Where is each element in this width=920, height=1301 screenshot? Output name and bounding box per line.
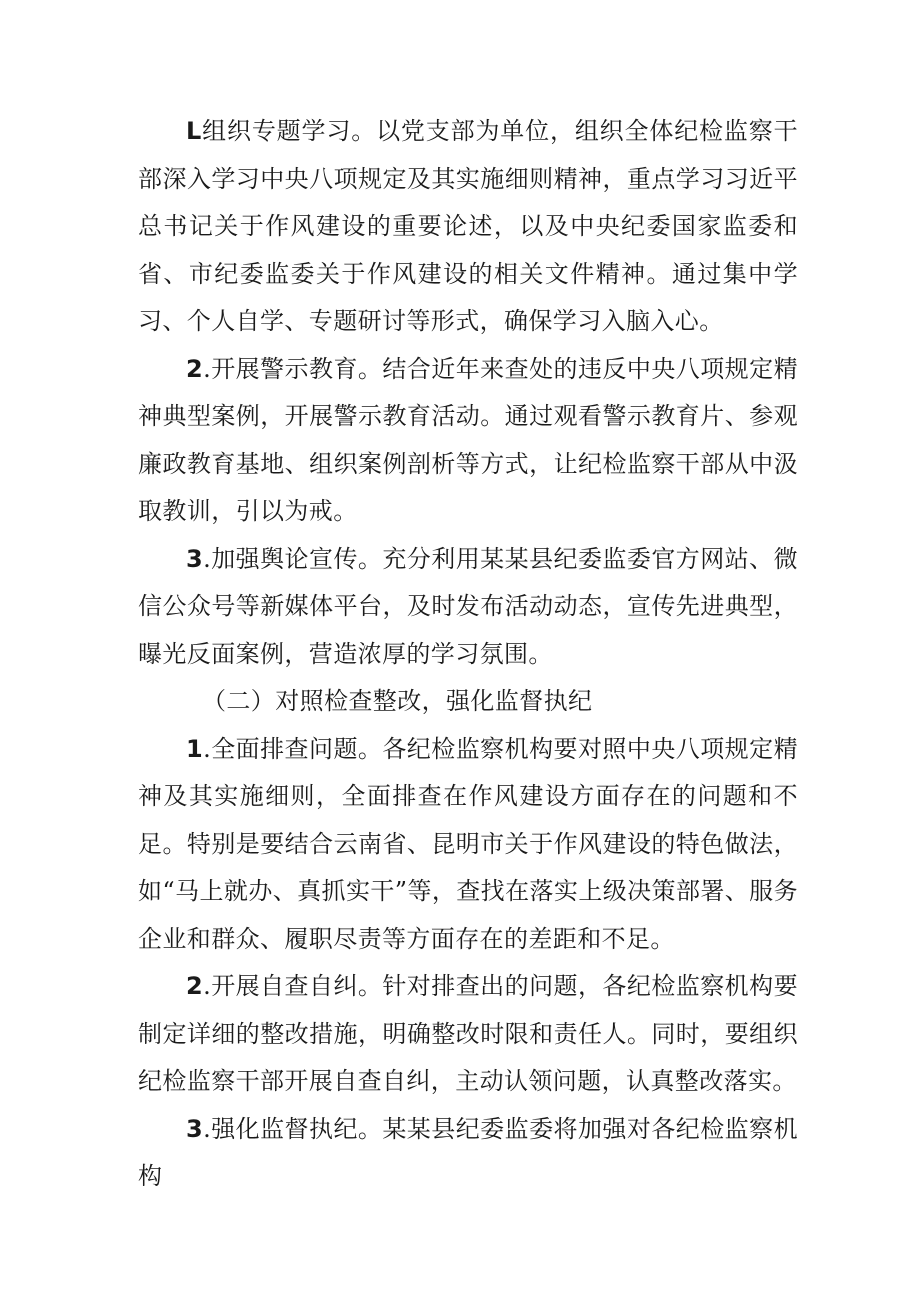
paragraph-organize-study [138, 108, 798, 346]
paragraph-number: 2 [186, 354, 204, 383]
paragraph-text: .全面排查问题。各纪检监察机构要对照中央八项规定精神及其实施细则，全面排查在作风建设方面存在的问题和不足。特别是要结合云南省、昆明市关于作风建设的特色做法，如“马上就办、真抓实干”等，查找在落实上级决策部署、服务企业和群众、履职尽责等方面存在的差距和不足。 [138, 734, 798, 953]
paragraph-number: 2 [186, 972, 204, 1000]
paragraph-text: .开展警示教育。结合近年来查处的违反中央八项规定精神典型案例，开展警示教育活动。通过观看警示教育片、参观廉政教育基地、组织案例剖析等方式，让纪检监察干部从中汲取教训，引以为戒。 [138, 354, 798, 525]
paragraph-number: 3 [186, 544, 204, 573]
paragraph-strengthen-supervision [138, 1106, 798, 1201]
paragraph-text: .开展自查自纠。针对排查出的问题，各纪检监察机构要制定详细的整改措施，明确整改时限和责任人。同时，要组织纪检监察干部开展自查自纠，主动认领问题，认真整改落实。 [138, 972, 798, 1095]
paragraph-text: .强化监督执纪。某某县纪委监委将加强对各纪检监察机构 [138, 1114, 798, 1190]
paragraph-number: 3 [186, 1114, 204, 1143]
paragraph-self-inspection [138, 963, 798, 1106]
paragraph-number: 1 [186, 734, 204, 763]
paragraph-text: 组织专题学习。以党支部为单位，组织全体纪检监察干部深入学习中央八项规定及其实施细则精神，重点学习习近平总书记关于作风建设的重要论述，以及中央纪委国家监委和省、市纪委监委关于作风建设的相关文件精神。通过集中学习、个人自学、专题研讨等形式，确保学习入脑入心。 [138, 117, 798, 335]
paragraph-number: L [186, 117, 202, 145]
document-body [138, 108, 798, 1201]
section-heading: （二）对照检查整改，强化监督执纪 [202, 687, 593, 715]
paragraph-full-investigation [138, 726, 798, 964]
paragraph-warning-education [138, 346, 798, 536]
paragraph-public-opinion [138, 536, 798, 679]
paragraph-text: .加强舆论宣传。充分利用某某县纪委监委官方网站、微信公众号等新媒体平台，及时发布活动动态，宣传先进典型，曝光反面案例，营造浓厚的学习氛围。 [138, 544, 798, 668]
